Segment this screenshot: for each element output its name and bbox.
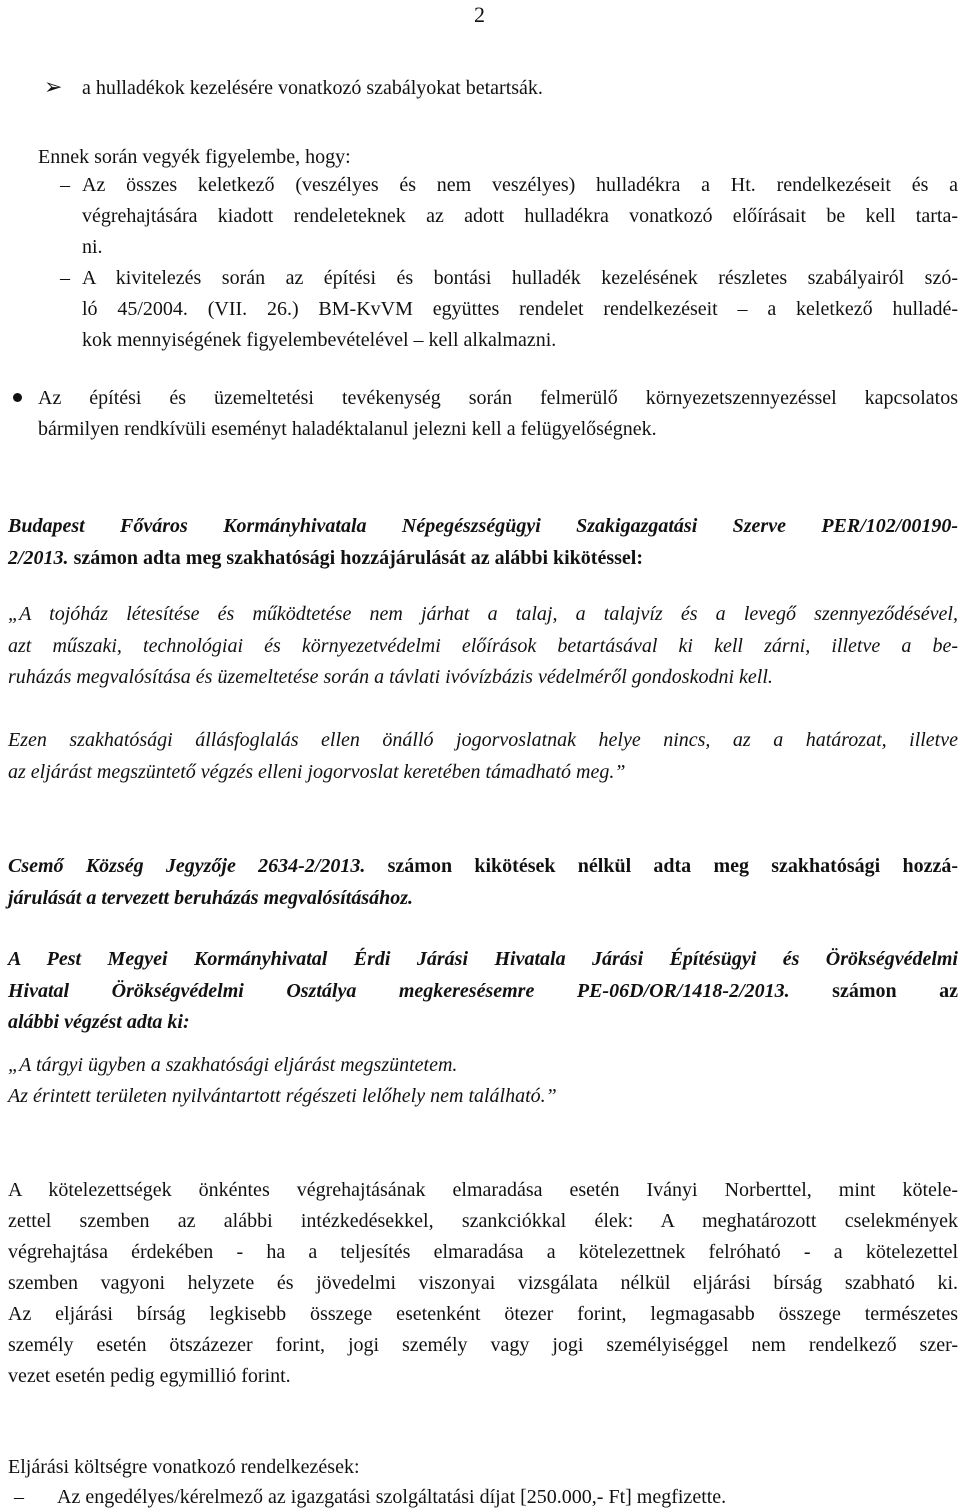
bullet1-line1: Az építési és üzemeltetési tevékenység során felmerülő környezetszennyezéssel kapcsolatos <box>38 387 958 409</box>
koteles-line1: A kötelezettségek önkéntes végrehajtásának elmaradása esetén Iványi Norberttel, mint kötele- <box>8 1179 958 1201</box>
budapest-line2 <box>8 545 643 571</box>
pest-line1: A Pest Megyei Kormányhivatal Érdi Járási Hivatala Járási Építésügyi és Örökségvédelmi <box>8 948 958 970</box>
cseme-line1 <box>8 853 958 879</box>
dash1-line2: végrehajtására kiadott rendeleteknek az adott hulladékra vonatkozó előírásait be kell tarta- <box>82 205 958 227</box>
bullet1-line2: bármilyen rendkívüli eseményt haladéktalanul jelezni kell a felügyelőségnek. <box>38 418 657 440</box>
intro-text: Ennek során vegyék figyelembe, hogy: <box>38 146 351 168</box>
quote2-line2: az eljárást megszüntető végzés elleni jogorvoslat keretében támadható meg.” <box>8 761 626 783</box>
cseme-line2: járulását a tervezett beruházás megvalósításához. <box>8 887 414 909</box>
round-bullet-icon <box>13 393 22 402</box>
dash1-line3: ni. <box>82 236 103 258</box>
quote2-line1: Ezen szakhatósági állásfoglalás ellen önálló jogorvoslatnak helye nincs, az a határozat, illetve <box>8 729 958 751</box>
pest-line2-text: számon az <box>832 980 958 1002</box>
dash1-line1: Az összes keletkező (veszélyes és nem veszélyes) hulladékra a Ht. rendelkezéseit és a <box>82 174 958 196</box>
cseme-line1-text: számon kikötések nélkül adta meg szakhatósági hozzá- <box>387 855 958 877</box>
koteles-line4: szemben vagyoni helyzete és jövedelmi viszonyai vizsgálata nélkül eljárási bírság szabható ki. <box>8 1272 958 1294</box>
dash2-line3: kok mennyiségének figyelembevételével – kell alkalmazni. <box>82 329 557 351</box>
pest-line2 <box>8 978 958 1004</box>
koteles-line7: vezet esetén pedig egymillió forint. <box>8 1365 291 1387</box>
quote3-line1: „A tárgyi ügyben a szakhatósági eljárást megszüntetem. <box>8 1054 458 1076</box>
arrow-bullet-icon: ➢ <box>44 74 63 99</box>
koteles-line6: személy esetén ötszázezer forint, jogi személy vagy jogi személyiséggel nem rendelkező szer- <box>8 1334 958 1356</box>
koteles-line3: végrehajtása érdekében - ha a teljesítés elmaradása a kötelezettnek felróható - a kötelezettel <box>8 1241 958 1263</box>
cost-heading: Eljárási költségre vonatkozó rendelkezések: <box>8 1456 360 1478</box>
page-number: 2 <box>474 2 485 27</box>
arrow-item-text: a hulladékok kezelésére vonatkozó szabályokat betartsák. <box>82 77 543 99</box>
budapest-line2-ref: 2/2013. <box>8 547 69 569</box>
budapest-line1: Budapest Főváros Kormányhivatala Népegészségügyi Szakigazgatási Szerve PER/102/00190- <box>8 515 958 537</box>
dash-bullet-icon: – <box>14 1486 24 1508</box>
quote1-line2: azt műszaki, technológiai és környezetvédelmi előírások betartásával ki kell zárni, illetve a be- <box>8 635 958 657</box>
pest-line2-ref: Hivatal Örökségvédelmi Osztálya megkeresésemre PE-06D/OR/1418-2/2013. <box>8 980 790 1002</box>
quote3-line2: Az érintett területen nyilvántartott régészeti lelőhely nem található.” <box>8 1085 557 1107</box>
dash2-line2: ló 45/2004. (VII. 26.) BM-KvVM együttes rendelet rendelkezéseit – a keletkező hulladé- <box>82 298 958 320</box>
pest-line3: alábbi végzést adta ki: <box>8 1011 190 1033</box>
dash-bullet-icon: – <box>60 174 70 196</box>
dash2-line1: A kivitelezés során az építési és bontási hulladék kezelésének részletes szabályairól szó- <box>82 267 958 289</box>
budapest-line2-text: számon adta meg szakhatósági hozzájárulását az alábbi kikötéssel: <box>73 547 644 569</box>
koteles-line5: Az eljárási bírság legkisebb összege esetenként ötezer forint, legmagasabb összege természetes <box>8 1303 958 1325</box>
cost-item: Az engedélyes/kérelmező az igazgatási szolgáltatási díjat [250.000,- Ft] megfizette. <box>57 1486 727 1508</box>
quote1-line1: „A tojóház létesítése és működtetése nem járhat a talaj, a talajvíz és a levegő szennyeződésével, <box>8 603 958 625</box>
dash-bullet-icon: – <box>60 267 70 289</box>
cseme-line1-ref: Csemő Község Jegyzője 2634-2/2013. <box>8 855 366 877</box>
koteles-line2: zettel szemben az alábbi intézkedésekkel, szankciókkal élek: A meghatározott cselekmények <box>8 1210 958 1232</box>
quote1-line3: ruházás megvalósítása és üzemeltetése során a távlati ivóvízbázis védelméről gondoskodni kell. <box>8 666 773 688</box>
